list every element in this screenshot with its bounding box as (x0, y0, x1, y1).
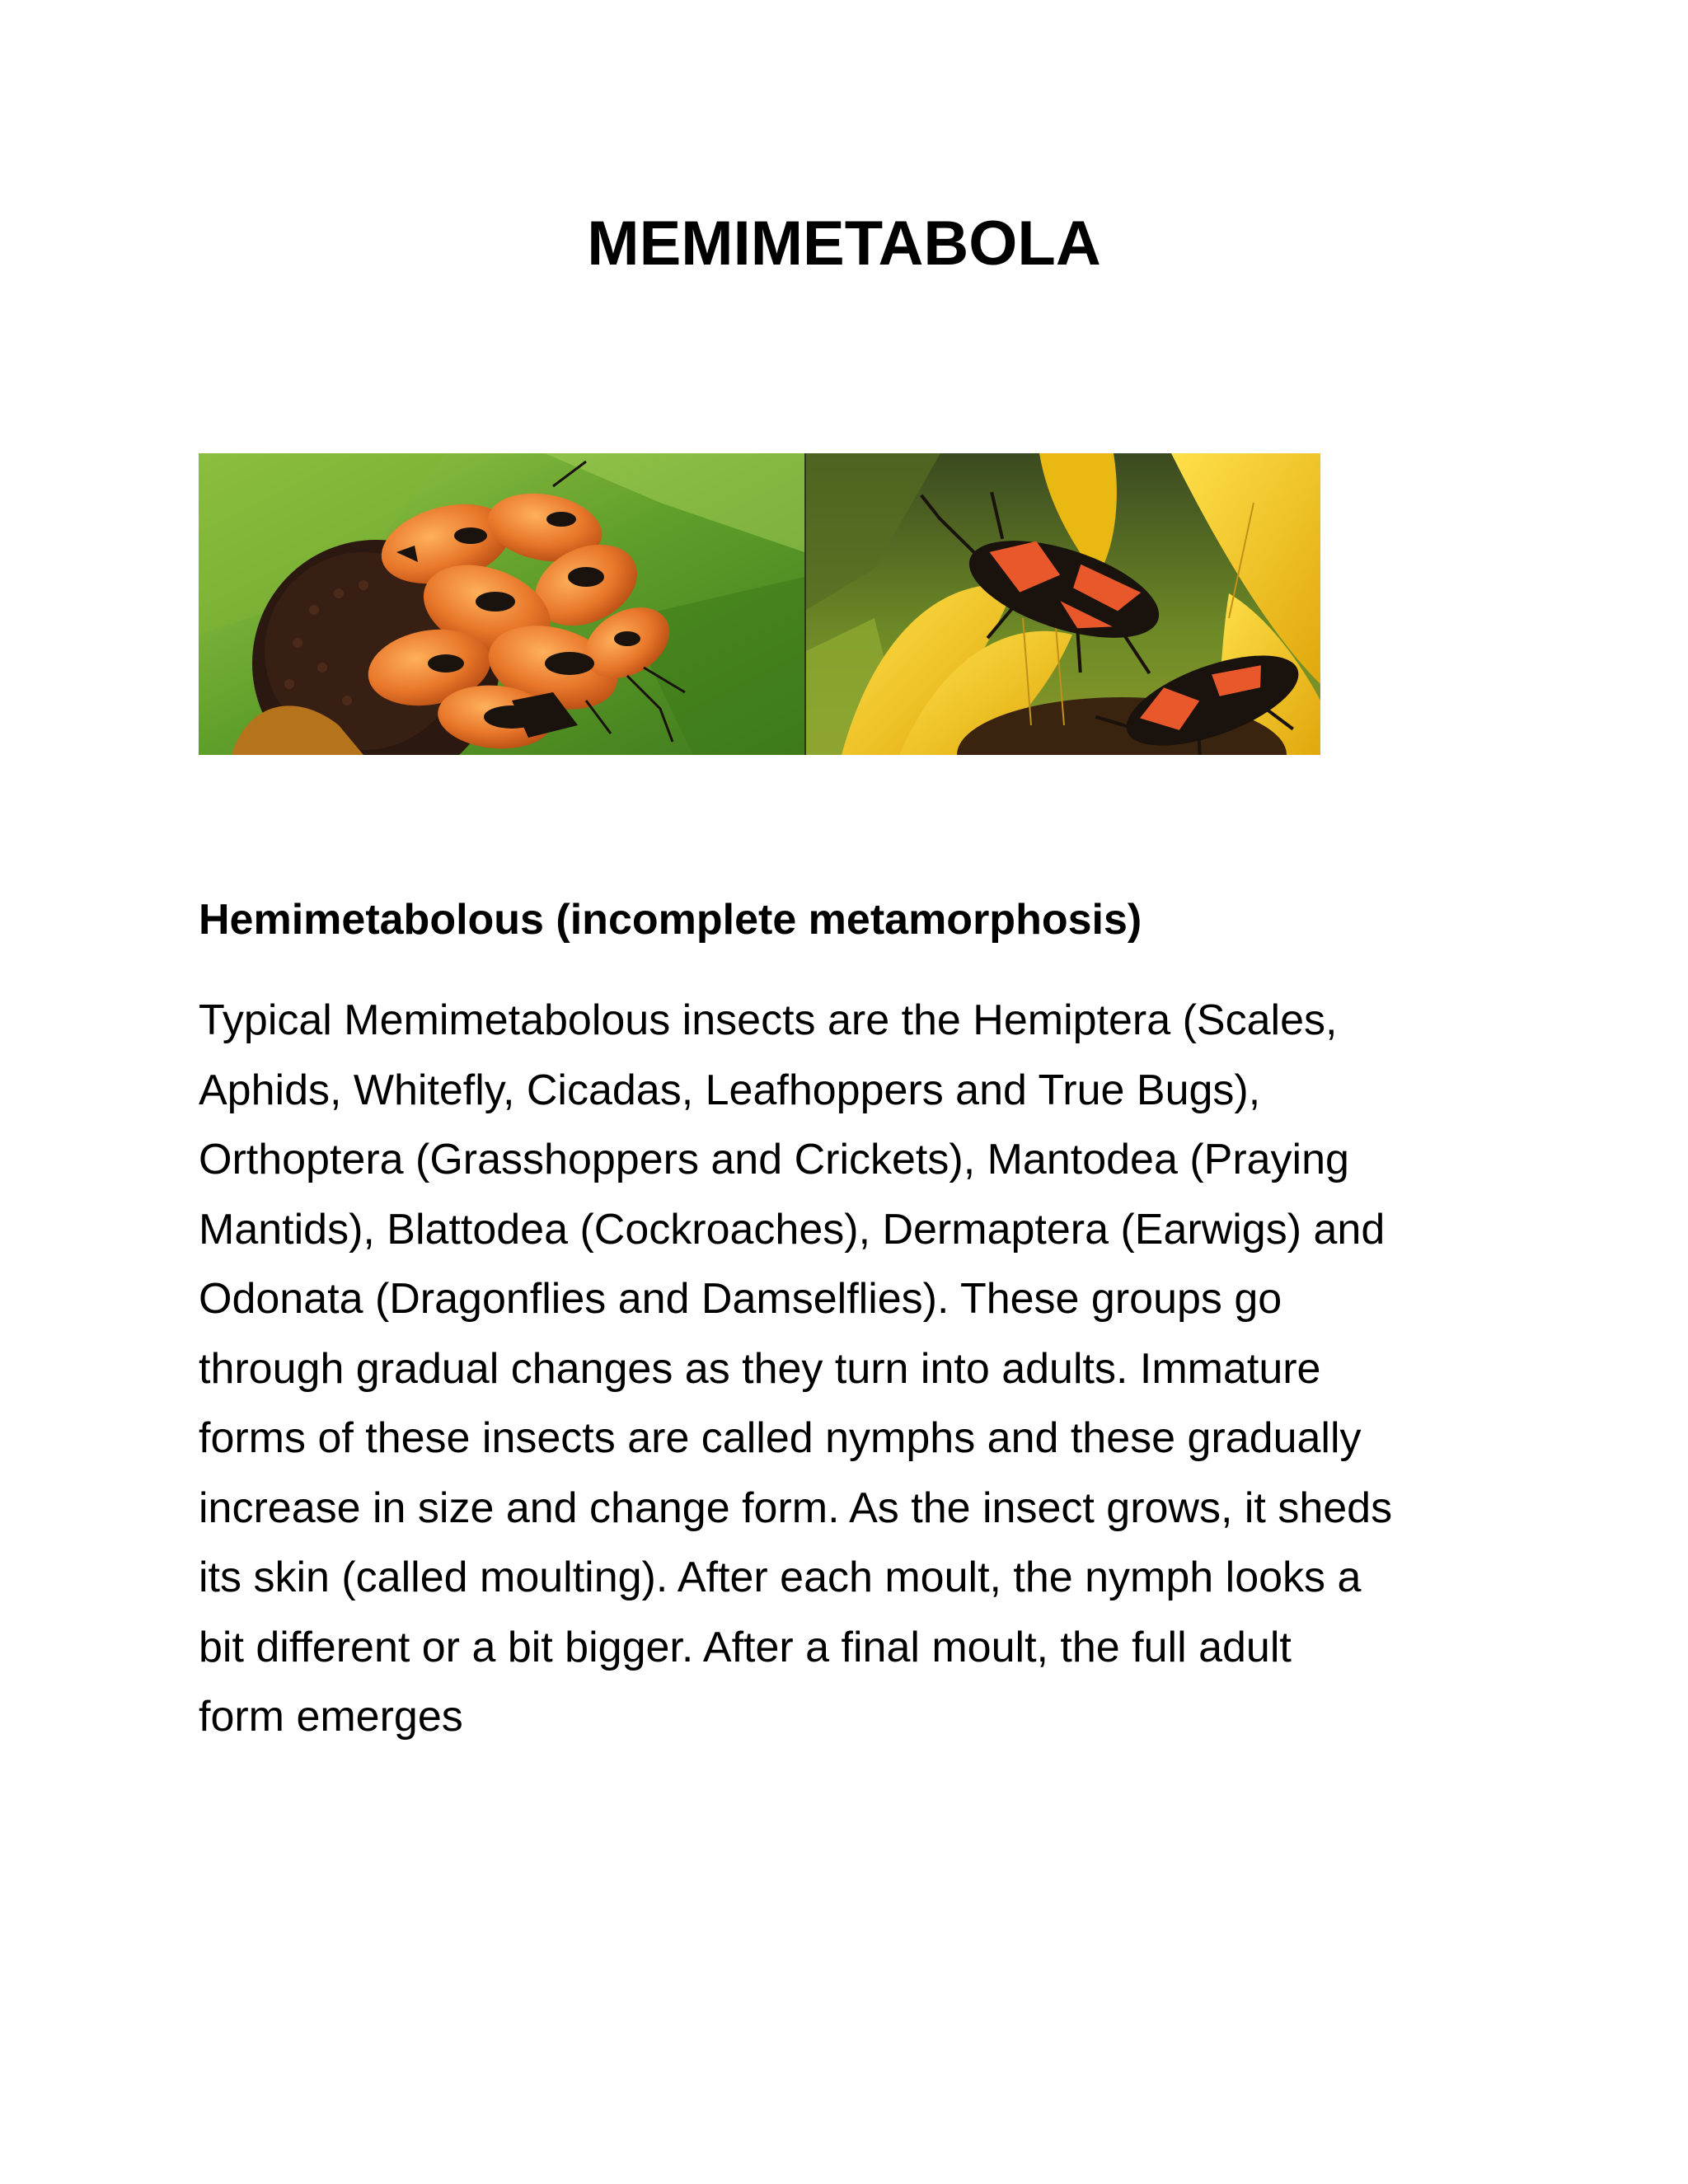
section-heading: Hemimetabolous (incomplete metamorphosis) (199, 896, 1142, 944)
paragraph-line: Mantids), Blattodea (Cockroaches), Dermaptera (Earwigs) and (199, 1205, 1386, 1254)
paragraph-line: increase in size and change form. As the insect grows, it sheds (199, 1483, 1393, 1532)
paragraph-line: Typical Memimetabolous insects are the Hemiptera (Scales, (199, 996, 1338, 1044)
paragraph-line: forms of these insects are called nymphs and these gradually (199, 1414, 1362, 1462)
page-title: MEMIMETABOLA (587, 209, 1101, 279)
paragraph-line: Aphids, Whitefly, Cicadas, Leafhoppers and True Bugs), (199, 1066, 1261, 1114)
paragraph-line: its skin (called moulting). After each moult, the nymph looks a (199, 1554, 1362, 1601)
body-paragraph (199, 986, 1501, 1752)
paragraph-line: through gradual changes as they turn into adults. Immature (199, 1344, 1321, 1393)
paragraph-line: bit different or a bit bigger. After a final moult, the full adult (199, 1623, 1292, 1671)
paragraph-line: form emerges (199, 1693, 463, 1741)
paragraph-line: Orthoptera (Grasshoppers and Crickets), Mantodea (Praying (199, 1136, 1349, 1183)
paragraph-line: Odonata (Dragonflies and Damselflies). These groups go (199, 1275, 1282, 1323)
insect-photo (199, 453, 1320, 755)
